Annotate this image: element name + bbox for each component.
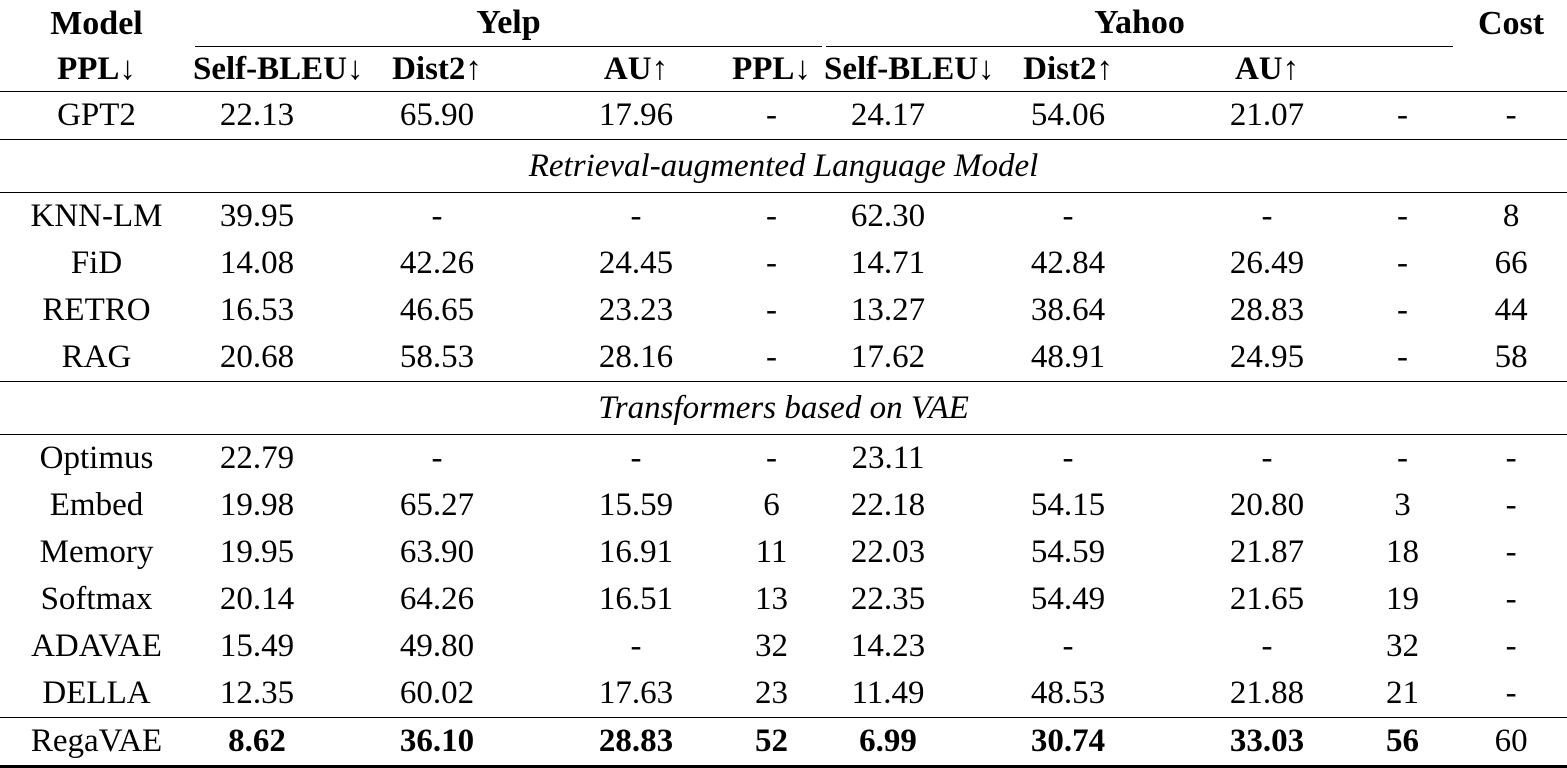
cell: - bbox=[1350, 193, 1455, 241]
table-row bbox=[0, 482, 1567, 529]
cell: 11 bbox=[755, 534, 788, 570]
cell: 6.99 bbox=[824, 718, 952, 767]
cell: 14.23 bbox=[850, 628, 926, 664]
cell: 33.03 bbox=[1184, 718, 1350, 767]
cell: 46.65 bbox=[399, 292, 475, 328]
header-model: Model bbox=[50, 4, 143, 42]
header-metric-yahoo-dist2: Dist2↑ bbox=[1023, 51, 1113, 87]
cell: - bbox=[1397, 292, 1409, 328]
header-group-yahoo: Yahoo bbox=[1094, 4, 1185, 41]
cell: 32 bbox=[755, 628, 789, 664]
cell: 49.80 bbox=[399, 628, 475, 664]
cell: - bbox=[1505, 628, 1517, 664]
header-metric-yahoo-ppl: PPL↓ bbox=[732, 51, 811, 87]
cell: - bbox=[1505, 534, 1517, 570]
cell: - bbox=[1350, 92, 1455, 140]
cell: 38.64 bbox=[1030, 292, 1106, 328]
cell: - bbox=[1184, 435, 1350, 483]
table-body bbox=[0, 92, 1567, 767]
cell: 22.03 bbox=[850, 534, 926, 570]
cell: - bbox=[553, 435, 719, 483]
section-label: Retrieval-augmented Language Model bbox=[0, 140, 1567, 193]
table-row bbox=[0, 670, 1567, 718]
table-row bbox=[0, 529, 1567, 576]
table-row bbox=[0, 92, 1567, 140]
cell: 48.53 bbox=[1030, 675, 1106, 711]
row-model-label: FiD bbox=[70, 245, 123, 281]
row-model-label: Optimus bbox=[0, 435, 193, 483]
cell: 11.49 bbox=[851, 675, 925, 711]
cell: - bbox=[952, 193, 1184, 241]
table-row bbox=[0, 435, 1567, 483]
cell: - bbox=[1455, 92, 1567, 140]
cell: 54.59 bbox=[1030, 534, 1106, 570]
cell: 16.91 bbox=[598, 534, 674, 570]
cell: - bbox=[1505, 487, 1517, 523]
cell: 19 bbox=[1386, 581, 1420, 617]
cell: 24.95 bbox=[1229, 339, 1305, 375]
cell: - bbox=[553, 193, 719, 241]
table-row bbox=[0, 193, 1567, 241]
cell: 28.83 bbox=[553, 718, 719, 767]
row-model-label: RegaVAE bbox=[0, 718, 193, 767]
cell: 60.02 bbox=[399, 675, 475, 711]
cell: 6 bbox=[763, 487, 780, 523]
cell: 19.95 bbox=[219, 534, 295, 570]
cell: 8 bbox=[1455, 193, 1567, 241]
cell: 58 bbox=[1494, 339, 1528, 375]
cell: 22.79 bbox=[193, 435, 321, 483]
cell: 42.26 bbox=[399, 245, 475, 281]
cell: 13.27 bbox=[850, 292, 926, 328]
cell: 20.14 bbox=[219, 581, 295, 617]
cell: 22.35 bbox=[850, 581, 926, 617]
cell: - bbox=[719, 435, 824, 483]
cell: - bbox=[1397, 245, 1409, 281]
cell: 13 bbox=[755, 581, 789, 617]
section-header-row bbox=[0, 140, 1567, 193]
cell: - bbox=[321, 193, 553, 241]
cell: - bbox=[630, 628, 642, 664]
row-model-label: KNN-LM bbox=[0, 193, 193, 241]
cell: 39.95 bbox=[193, 193, 321, 241]
cell: 52 bbox=[719, 718, 824, 767]
cell: 20.80 bbox=[1229, 487, 1305, 523]
cell: - bbox=[321, 435, 553, 483]
row-model-label: GPT2 bbox=[0, 92, 193, 140]
cell: 17.62 bbox=[850, 339, 926, 375]
cell: 54.06 bbox=[952, 92, 1184, 140]
row-model-label: DELLA bbox=[42, 675, 151, 711]
cell: 22.18 bbox=[850, 487, 926, 523]
cell: 21.87 bbox=[1229, 534, 1305, 570]
cell: 30.74 bbox=[952, 718, 1184, 767]
cell: - bbox=[1184, 193, 1350, 241]
cell: 63.90 bbox=[399, 534, 475, 570]
cell: 16.53 bbox=[219, 292, 295, 328]
section-label: Transformers based on VAE bbox=[0, 382, 1567, 435]
header-metric-yahoo-selfbleu: Self-BLEU↓ bbox=[824, 51, 995, 87]
table-row bbox=[0, 623, 1567, 670]
cell: 66 bbox=[1494, 245, 1528, 281]
cell: - bbox=[719, 92, 824, 140]
cell: 36.10 bbox=[321, 718, 553, 767]
cell: 42.84 bbox=[1030, 245, 1106, 281]
cell: 20.68 bbox=[219, 339, 295, 375]
cell: 28.16 bbox=[598, 339, 674, 375]
row-model-label: Embed bbox=[49, 487, 144, 523]
cell: - bbox=[1261, 628, 1273, 664]
row-model-label: RETRO bbox=[42, 292, 151, 328]
cell: 56 bbox=[1350, 718, 1455, 767]
cell: 14.08 bbox=[219, 245, 295, 281]
table-row bbox=[0, 576, 1567, 623]
row-model-label: ADAVAE bbox=[31, 628, 162, 664]
cell: 23.11 bbox=[824, 435, 952, 483]
header-group-row bbox=[0, 0, 1567, 46]
cell: 32 bbox=[1386, 628, 1420, 664]
cell: 16.51 bbox=[598, 581, 674, 617]
cell: 17.63 bbox=[598, 675, 674, 711]
header-metric-row bbox=[0, 47, 1567, 92]
cell: 54.49 bbox=[1030, 581, 1106, 617]
cell: 23.23 bbox=[598, 292, 674, 328]
cell: 17.96 bbox=[553, 92, 719, 140]
cell: 26.49 bbox=[1229, 245, 1305, 281]
header-metric-yelp-dist2: Dist2↑ bbox=[392, 51, 482, 87]
cell: 14.71 bbox=[850, 245, 926, 281]
cell: 54.15 bbox=[1030, 487, 1106, 523]
cell: 8.62 bbox=[193, 718, 321, 767]
cell: 24.45 bbox=[598, 245, 674, 281]
cell: - bbox=[1455, 435, 1567, 483]
cell: 24.17 bbox=[824, 92, 952, 140]
cell: - bbox=[766, 245, 778, 281]
table-row bbox=[0, 334, 1567, 382]
cell: 18 bbox=[1386, 534, 1420, 570]
cell: - bbox=[1350, 435, 1455, 483]
cell: 58.53 bbox=[399, 339, 475, 375]
cell: 44 bbox=[1494, 292, 1528, 328]
cell: 21.88 bbox=[1229, 675, 1305, 711]
row-model-label: Softmax bbox=[40, 581, 153, 617]
table-row bbox=[0, 240, 1567, 287]
cell: 28.83 bbox=[1229, 292, 1305, 328]
cell: - bbox=[1062, 628, 1074, 664]
row-model-label: Memory bbox=[39, 534, 154, 570]
cell: 3 bbox=[1394, 487, 1411, 523]
table-row bbox=[0, 287, 1567, 334]
cell: 19.98 bbox=[219, 487, 295, 523]
cell: - bbox=[766, 292, 778, 328]
cell: 21 bbox=[1386, 675, 1420, 711]
cell: - bbox=[1505, 581, 1517, 617]
row-model-label: RAG bbox=[61, 339, 132, 375]
cell: - bbox=[952, 435, 1184, 483]
cell: 62.30 bbox=[824, 193, 952, 241]
cell: - bbox=[766, 339, 778, 375]
table-row-highlighted bbox=[0, 718, 1567, 767]
cell: 21.07 bbox=[1184, 92, 1350, 140]
header-group-yelp: Yelp bbox=[476, 4, 541, 41]
header-metric-yelp-au: AU↑ bbox=[603, 51, 669, 87]
cell: 60 bbox=[1455, 718, 1567, 767]
section-header-row bbox=[0, 382, 1567, 435]
table-header bbox=[0, 0, 1567, 92]
cell: 65.90 bbox=[321, 92, 553, 140]
cell: 23 bbox=[755, 675, 789, 711]
cell: 22.13 bbox=[193, 92, 321, 140]
cell: 15.49 bbox=[219, 628, 295, 664]
cell: 48.91 bbox=[1030, 339, 1106, 375]
cell: - bbox=[719, 193, 824, 241]
header-metric-yelp-selfbleu: Self-BLEU↓ bbox=[193, 51, 364, 87]
cell: 21.65 bbox=[1229, 581, 1305, 617]
cell: - bbox=[1397, 339, 1409, 375]
header-metric-yahoo-au: AU↑ bbox=[1234, 51, 1300, 87]
cell: - bbox=[1505, 675, 1517, 711]
cell: 64.26 bbox=[399, 581, 475, 617]
header-cost: Cost bbox=[1478, 4, 1545, 42]
cell: 12.35 bbox=[219, 675, 295, 711]
cell: 15.59 bbox=[598, 487, 674, 523]
cell: 65.27 bbox=[399, 487, 475, 523]
header-metric-yelp-ppl: PPL↓ bbox=[57, 51, 136, 87]
